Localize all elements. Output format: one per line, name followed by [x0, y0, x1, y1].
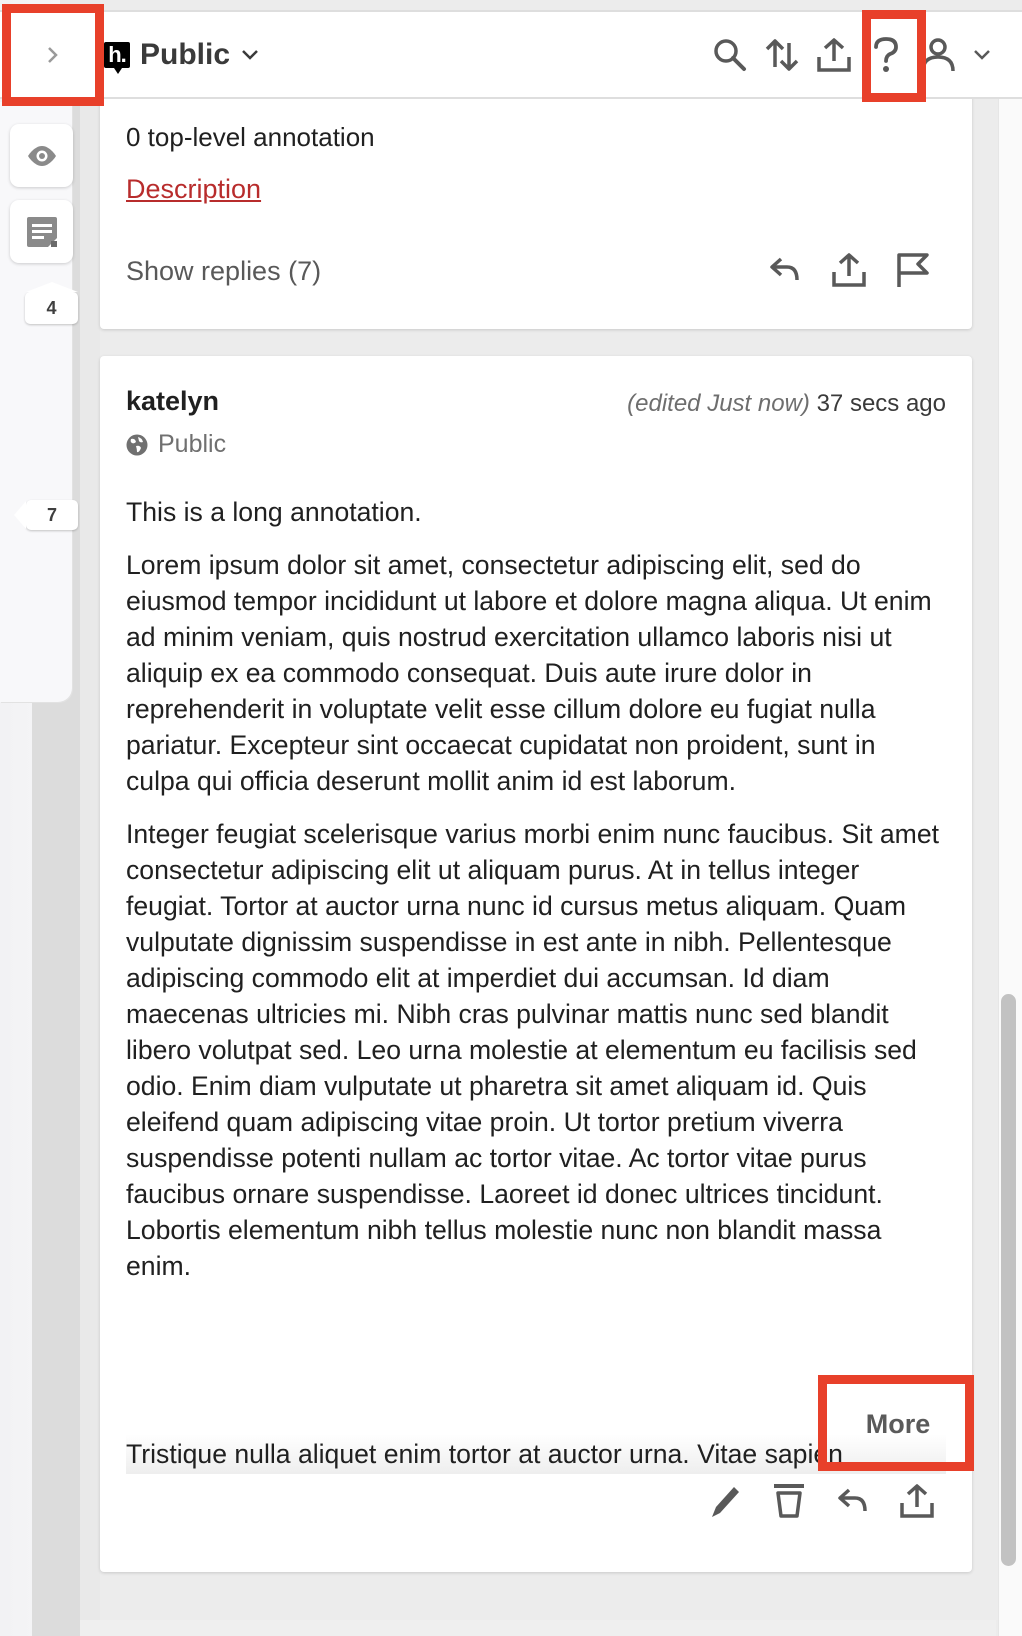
group-name[interactable]: Public [140, 37, 231, 71]
description-link[interactable]: Description [126, 174, 262, 204]
share-page-button[interactable] [808, 29, 860, 81]
sort-button[interactable] [756, 29, 808, 81]
flag-icon [896, 252, 930, 288]
share-icon [831, 252, 867, 288]
annotation-body [126, 494, 946, 1324]
annotation-timestamp [627, 390, 946, 418]
annotation-card [100, 356, 972, 1572]
help-button[interactable] [860, 29, 912, 81]
note-icon [26, 216, 58, 248]
bucket-up-button[interactable] [25, 292, 78, 324]
hypothesis-logo: h. [104, 42, 130, 68]
chevron-right-icon [46, 45, 60, 65]
globe-icon [126, 434, 148, 456]
annotation-count-text: 0 top-level annotation [126, 122, 375, 152]
reply-button[interactable] [760, 245, 810, 295]
annotation-actions [760, 245, 938, 295]
reply-icon [837, 1487, 869, 1515]
edit-icon [708, 1483, 742, 1519]
bucket-count: 7 [46, 504, 57, 525]
bottom-strip [80, 1620, 996, 1636]
truncated-text: Tristique nulla aliquet enim tortor at auctor urna. Vitae sapien [126, 1434, 946, 1474]
delete-icon [773, 1483, 805, 1519]
chevron-down-icon [972, 48, 992, 62]
reply-button[interactable] [828, 1476, 878, 1526]
bucket-bar [0, 0, 100, 1636]
bucket-count: 4 [46, 297, 57, 318]
search-button[interactable] [704, 29, 756, 81]
toggle-highlights-button[interactable] [10, 124, 73, 187]
eye-icon [26, 145, 58, 167]
privacy-label: Public [158, 430, 227, 458]
annotation-paragraph: Lorem ipsum dolor sit amet, consectetur adipiscing elit, sed do eiusmod tempor incididunt ut labore et dolore magna aliqua. Ut enim ad minim veniam, quis nostrud exercitation ullamco laboris nisi ut aliquip ex ea commodo consequat. Duis aute irure dolor in reprehenderit in voluptate velit esse cillum dolore eu fugiat nulla pariatur. Excepteur sint occaecat cupidatat non proident, sunt in culpa qui officia deserunt mollit anim id est laborum. [126, 550, 932, 796]
share-button[interactable] [824, 245, 874, 295]
toolbar-icons [704, 12, 1000, 97]
group-selector[interactable] [104, 12, 260, 97]
share-icon [816, 37, 852, 73]
edited-label: (edited Just now) [627, 390, 810, 417]
annotation-card-top [100, 80, 972, 329]
show-replies-button[interactable]: Show replies (7) [126, 256, 322, 286]
user-menu-dropdown[interactable] [964, 29, 1000, 81]
search-icon [713, 38, 747, 72]
share-button[interactable] [892, 1476, 942, 1526]
toggle-notes-button[interactable] [10, 200, 73, 263]
chevron-down-icon [240, 48, 260, 62]
annotation-paragraph: Integer feugiat scelerisque varius morbi enim nunc faucibus. Sit amet consectetur adipiscing elit ut aliquam purus. At in tellus integer feugiat. Tortor at auctor urna nunc id cursus metus aliquam. Quam vulputate dignissim suspendisse in est ante in nibh. Pellentesque adipiscing commodo elit at imperdiet dui accumsan. Id diam maecenas ultricies mi. Nibh cras pulvinar mattis nunc sed blandit libero volutpat sed. Leo urna molestie at elementum eu facilisis sed odio. Enim diam vulputate ut pharetra sit amet aliquam id. Quis eleifend quam adipiscing vitae proin. Ut tortor pretium viverra suspendisse potenti nullam ac tortor vitae. Ac tortor vitae purus faucibus ornare suspendisse. Laoreet id donec ultrices tincidunt. Lobortis elementum nibh tellus molestie nunc non blandit massa enim. [126, 819, 939, 1281]
flag-button[interactable] [888, 245, 938, 295]
user-menu-button[interactable] [912, 29, 964, 81]
top-bar [0, 10, 1022, 99]
annotation-user[interactable]: katelyn [126, 386, 220, 416]
toolbar-panel [0, 102, 72, 702]
more-button[interactable]: More [865, 1408, 931, 1439]
edit-button[interactable] [700, 1476, 750, 1526]
user-icon [920, 37, 956, 73]
scrollbar-thumb[interactable] [1001, 994, 1016, 1566]
sidebar-toggle-button[interactable] [10, 12, 96, 97]
annotation-paragraph: This is a long annotation. [126, 497, 422, 527]
share-icon [899, 1483, 935, 1519]
time-ago[interactable]: 37 secs ago [816, 390, 946, 417]
help-icon [872, 36, 900, 74]
privacy-status [126, 430, 226, 459]
reply-icon [769, 256, 801, 284]
delete-button[interactable] [764, 1476, 814, 1526]
sort-icon [764, 37, 800, 73]
bucket-button[interactable] [26, 500, 78, 530]
annotation-actions [700, 1476, 942, 1526]
